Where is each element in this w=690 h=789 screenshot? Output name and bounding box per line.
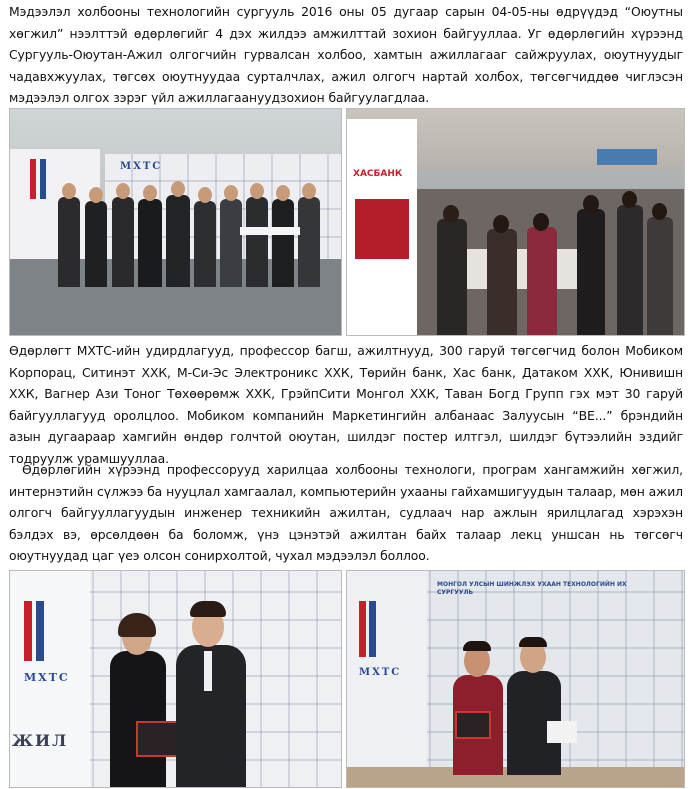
bank-logo-text: ХАСБАНК (353, 169, 403, 179)
group-photo (9, 108, 342, 336)
photo-university-header: МОНГОЛ УЛСЫН ШИНЖЛЭХ УХААН ТЕХНОЛОГИЙН ИХ СУРГУУЛЬ (437, 581, 627, 596)
photo-banner-logo: МХТС (24, 671, 70, 684)
photo-banner-side-text: ЖИЛ (12, 731, 69, 750)
photo-banner-logo: МХТС (359, 667, 402, 678)
paragraph-intro: Мэдээлэл холбооны технологийн сургууль 2016 оны 05 дугаар сарын 04-05-ны өдрүүдэд “Оюутны хөгжил” нээлттэй өдөрлөгийг 4 дэх жилдээ амжилттай зохион байгууллаа. Уг өдөрлөгийн хүрээнд Сургууль-Оюутан-Ажил олгогчийн гурвалсан холбоо, хамтын ажиллагааг сайжруулах, оюутнуудыг чадавхжуулах, төгсөх оюутнуудаа сурталчлах, ажил олгогч нартай холбох, төгсөгчиддөө чиглэсэн мэдээлэл олгох зэрэг үйл ажиллагаануудзохион байгуулагдлаа. (9, 4, 683, 105)
award-photo-left (9, 570, 342, 788)
award-photo-right (346, 570, 685, 788)
paragraph-participants: Өдөрлөгт МХТС-ийн удирдлагууд, профессор багш, ажилтнууд, 300 гаруй төгсөгчид болон Мобиком Корпорац, Ситинэт ХХК, М-Си-Эс Электроникс ХХК, Төрийн банк, Хас банк, Датаком ХХК, Юнивишн ХХК, Вагнер Ази Тоног Төхөөрөмж ХХК, ГрэйпСити Монгол ХХК, Таван Богд Групп гэх мэт 30 гаруй байгууллагууд оролцлоо. Мобиком компанийн Маркетингийн албанаас Залуусын “BE...” брэндийн азын дугаараар хамгийн өндөр голчтой оюутан, шилдэг постер илтгэл, шилдэг бүтээлийн эздийг тодруулж урамшууллаа. (9, 343, 683, 466)
paragraph-lectures: Өдөрлөгийн хүрээнд профессорууд харилцаа холбооны технологи, програм хангамжийн хөгжил, интернэтийн сүлжээ ба нууцлал хамгаалал, компьютерийн ухааны гайхамшигуудын талаар, мөн ажил олгогч байгууллагуудын инженер техникийн ажилтан, судлаач нар ажлын ярилцлагад хэрэхэн бэлдэх вэ, өрсөлдөөн ба боломж, үнэ цэнэтэй ажилтан байх талаар лекц уншсан нь төгсөгч оюутнуудад цаг үеэ олсон сонирхолтой, чухал мэдээлэл боллоо. (9, 462, 683, 563)
photo-banner-logo: МХТС (120, 161, 163, 172)
job-fair-photo (346, 108, 685, 336)
